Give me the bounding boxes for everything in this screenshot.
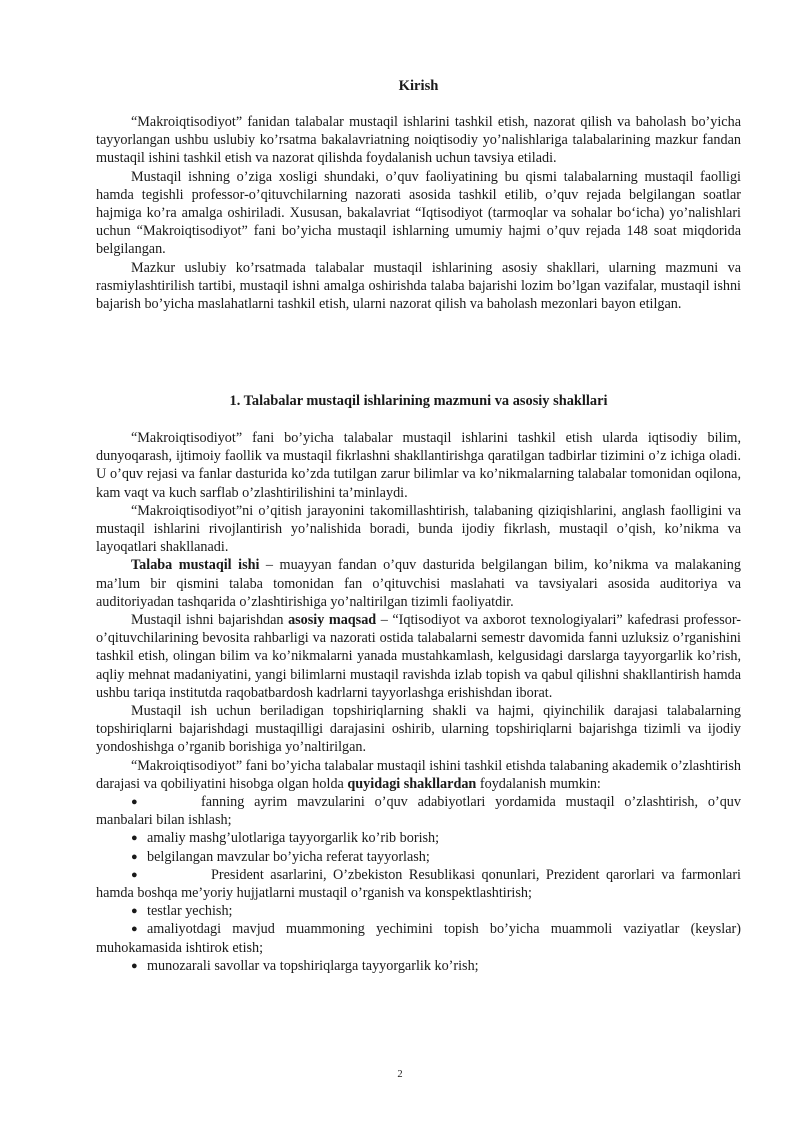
- list-item: ● amaliyotdagi mavjud muammoning yechimini topish bo’yicha muammoli vaziyatlar (keyslar) muhokamasida ishtirok etish;: [96, 921, 741, 956]
- body-paragraph-3-text: – muayyan fandan o’quv dasturida belgilangan bilim, ko’nikma va malakaning ma’lum bir qismini talaba tomonidan fan o’qituvchisi maslahati va tavsiyalari asosida auditoriya va auditoriyadan tashqarida o’zlashtirishiga yo’naltirilgan tizimli faoliyatdir.: [96, 557, 741, 610]
- forms-list: [96, 793, 741, 975]
- body-paragraph-4-lead: Mustaqil ishni bajarishdan: [131, 612, 289, 629]
- bullet-icon: ●: [131, 923, 138, 936]
- page-title: Kirish: [398, 78, 439, 94]
- term-quyidagi-shakllardan: quyidagi shakllardan: [347, 775, 477, 792]
- intro-paragraph-1: “Makroiqtisodiyot” fanidan talabalar mustaqil ishlarini tashkil etish, nazorat qilish va baholash bo’yicha tayyorlangan ushbu uslubiy ko’rsatma bakalavriatning noiqtisodiy yo’nalishlariga talabalarining mazkur fandan mustaqil ishini tashkil etish va nazorat qilishda foydalanish uchun tavsiya etiladi.: [96, 114, 741, 167]
- intro-section: [96, 113, 741, 313]
- body-paragraph-4-text: – “Iqtisodiyot va axborot texnologiyalari” kafedrasi professor-o’qituvchilarining bevosita rahbarligi va nazorati ostida talabalarni semestr davomida fanni uzluksiz o’rganishini tashkil etish, olingan bilim va ko’nikmalarni yanada mustahkamlash, kelgusidagi darslarga tayyorgarlik ko’rish, aqliy mehnat madaniyatini, yangi bilimlarni mustaqil ravishda izlab topish va qabul qilishni shakllantirish hamda ushbu tariqa institutda raqobatbardosh kadrlarni tayyorlashga erishishdan iborat.: [96, 612, 741, 701]
- body-paragraph-1: “Makroiqtisodiyot” fani bo’yicha talabalar mustaqil ishlarini tashkil etish ularda iqtisodiy bilim, dunyoqarash, ijtimoiy faollik va mustaqil fikrlashni shakllantirishga qaratilgan tadbirlar tizimini o’z ichiga oladi. U o’quv rejasi va fanlar dasturida ko’zda tutilgan zarur bilimlar va ko’nikmalarning talabalar tomonidan oqilona, kam vaqt va kuch sarflab o’zlashtirilishini ta’minlaydi.: [96, 430, 741, 501]
- section-body: [96, 429, 741, 975]
- body-paragraph-2: “Makroiqtisodiyot”ni o’qitish jarayonini takomillashtirish, talabaning qiziqishlarini, anglash faolligini va mustaqil ishlarini rivojlantirish yo’nalishida boradi, bunda ijodiy fikrlash, mustaqil o’qish, ko’nikma va layoqatlari shakllanadi.: [96, 502, 741, 556]
- page-number: 2: [397, 1069, 403, 1080]
- bullet-icon: ●: [131, 905, 138, 918]
- body-paragraph-6-text: foydalanish mumkin:: [476, 775, 601, 792]
- body-paragraph-5: Mustaqil ish uchun beriladigan topshiriqlarning shakli va hajmi, qiyinchilik darajasi talabalarning topshiriqlarni bajarishdagi mustaqilligi darajasini oshirib, ularning topshiriqlarni bajarishga tizimli va ijodiy yondoshishga o’rganib borishiga yo’naltirilgan.: [96, 703, 741, 756]
- list-item: ● munozarali savollar va topshiriqlarga tayyorgarlik ko’rish;: [131, 957, 479, 974]
- bullet-icon: ●: [131, 796, 138, 809]
- list-item: ● fanning ayrim mavzularini o’quv adabiyotlari yordamida mustaqil o’zlashtirish, o’quv manbalari bilan ishlash;: [96, 794, 741, 829]
- bullet-icon: ●: [131, 959, 138, 972]
- bullet-icon: ●: [131, 868, 138, 881]
- body-paragraph-3: [96, 556, 741, 611]
- section-heading: 1. Talabalar mustaqil ishlarining mazmuni va asosiy shakllari: [229, 393, 608, 409]
- intro-paragraph-2: Mustaqil ishning o’ziga xosligi shundaki, o’quv faoliyatining bu qismi talabalarning mustaqil faolligi hamda tegishli professor-o’qituvchilarning nazorati asosida tashkil etilib, o’quv rejada belgilangan soatlar hajmiga ko’ra amalga oshiriladi. Xususan, bakalavriat “Iqtisodiyot (tarmoqlar va sohalar bo‘icha) yo’nalishlari uchun “Makroiqtisodiyot” fani bo’yicha mustaqil ishlarning umumiy hajmi o’quv rejada 148 soat miqdorida belgilangan.: [96, 168, 741, 258]
- term-talaba-mustaqil-ishi: Talaba mustaqil ishi: [131, 557, 260, 574]
- list-item: ● President asarlarini, O’zbekiston Resublikasi qonunlari, Prezident qarorlari va farmonlari hamda boshqa me’yoriy hujjatlarni mustaqil o’rganish va konspektlashtirish;: [96, 866, 741, 902]
- term-asosiy-maqsad: asosiy maqsad: [288, 612, 377, 629]
- body-paragraph-6-lead: “Makroiqtisodiyot” fani bo’yicha talabalar mustaqil ishini tashkil etishda talabaning akademik o’zlashtirish darajasi va qobiliyatini hisobga olgan holda: [96, 757, 741, 792]
- body-paragraph-4: [96, 611, 741, 702]
- body-paragraph-6: [96, 757, 741, 793]
- bullet-icon: ●: [131, 832, 138, 845]
- list-item: ● belgilangan mavzular bo’yicha referat tayyorlash;: [131, 848, 430, 865]
- list-item: ● testlar yechish;: [131, 903, 233, 920]
- bullet-icon: ●: [131, 850, 138, 863]
- list-item: ● amaliy mashg’ulotlariga tayyorgarlik ko’rib borish;: [131, 830, 440, 847]
- intro-paragraph-3: Mazkur uslubiy ko’rsatmada talabalar mustaqil ishlarining asosiy shakllari, ularning mazmuni va rasmiylashtirilish tartibi, mustaqil ishni amalga oshirishda talaba bajarishi lozim bo’lgan vazifalar, mustaqil ishni bajarish bo’yicha maslahatlarni tashkil etish, ularni nazorat qilish va baholash mezonlari bayon etilgan.: [96, 259, 741, 313]
